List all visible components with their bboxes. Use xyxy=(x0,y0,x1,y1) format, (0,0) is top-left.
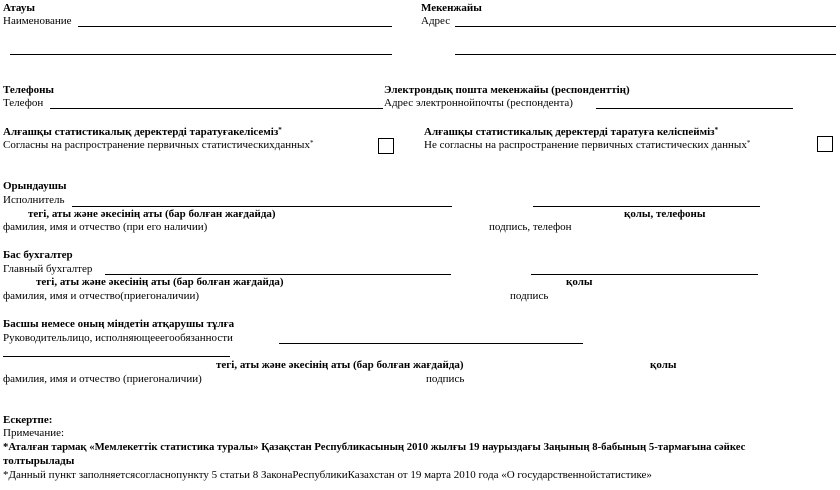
note-text-kz-line2: толтырылады xyxy=(3,455,75,467)
head-sign-field[interactable] xyxy=(3,356,230,357)
executor-sign-caption-ru: подпись, телефон xyxy=(489,221,572,233)
accountant-name-field[interactable] xyxy=(105,274,451,275)
address-label-ru: Адрес xyxy=(421,15,451,27)
executor-title-ru: Исполнитель xyxy=(3,194,65,206)
accountant-sign-field[interactable] xyxy=(531,274,758,275)
address-field-line2[interactable] xyxy=(455,54,836,55)
accountant-sign-caption-kz: қолы xyxy=(566,276,593,288)
head-sign-caption-kz: қолы xyxy=(650,359,677,371)
executor-sign-field[interactable] xyxy=(533,206,760,207)
head-sign-caption-ru: подпись xyxy=(426,373,465,385)
executor-name-caption-kz: тегі, аты және әкесінің аты (бар болған жағдайда) xyxy=(28,208,276,220)
org-name-label-kz: Атауы xyxy=(3,2,35,14)
email-field[interactable] xyxy=(596,108,793,109)
accountant-title-ru: Главный бухгалтер xyxy=(3,263,93,275)
head-name-field[interactable] xyxy=(279,343,583,344)
head-title-ru: Руководительлицо, исполняющееегообязанности xyxy=(3,332,233,344)
head-title-kz: Басшы немесе оның міндетін атқарушы тұлға xyxy=(3,318,235,330)
executor-name-caption-ru: фамилия, имя и отчество (при его наличии) xyxy=(3,221,208,233)
executor-sign-caption-kz: қолы, телефоны xyxy=(624,208,706,220)
accountant-name-caption-kz: тегі, аты және әкесінің аты (бар болған жағдайда) xyxy=(36,276,284,288)
note-title-kz: Ескертпе: xyxy=(3,414,53,426)
consent-disagree-label-ru: Не согласны на распространение первичных статистических данных* xyxy=(424,139,751,151)
accountant-name-caption-ru: фамилия, имя и отчество(приегоналичии) xyxy=(3,290,200,302)
org-name-field-line2[interactable] xyxy=(10,54,392,55)
email-label-ru: Адрес электроннойпочты (респондента) xyxy=(384,97,573,109)
email-label-kz: Электрондық пошта мекенжайы (респонденттің) xyxy=(384,84,630,96)
address-field[interactable] xyxy=(455,26,836,27)
phone-label-ru: Телефон xyxy=(3,97,44,109)
consent-disagree-checkbox[interactable] xyxy=(817,136,833,152)
consent-disagree-label-kz: Алғашқы статистикалық деректерді таратуға келіспейміз* xyxy=(424,126,719,138)
consent-agree-label-ru: Согласны на распространение первичных статистическихданных* xyxy=(3,139,314,151)
note-text-kz: *Аталған тармақ «Мемлекеттік статистика туралы» Қазақстан Республикасының 2010 жылғы 19 наурыздағы Заңының 8-бабының 5-тармағына сәйкес xyxy=(3,441,746,453)
address-label-kz: Мекенжайы xyxy=(421,2,482,14)
consent-agree-checkbox[interactable] xyxy=(378,138,394,154)
note-title-ru: Примечание: xyxy=(3,427,65,439)
head-name-caption-kz: тегі, аты және әкесінің аты (бар болған жағдайда) xyxy=(216,359,464,371)
org-name-label-ru: Наименование xyxy=(3,15,72,27)
org-name-field[interactable] xyxy=(78,26,392,27)
accountant-sign-caption-ru: подпись xyxy=(510,290,549,302)
accountant-title-kz: Бас бухгалтер xyxy=(3,249,73,261)
executor-name-field[interactable] xyxy=(72,206,452,207)
note-text-ru: *Данный пункт заполняетсясогласнопункту 5 статьи 8 ЗаконаРеспубликиКазахстан от 19 марта 2010 года «О государственнойстатистике» xyxy=(3,469,652,481)
phone-field[interactable] xyxy=(50,108,383,109)
executor-title-kz: Орындаушы xyxy=(3,180,67,192)
consent-agree-label-kz: Алғашқы статистикалық деректерді таратуғакелісеміз* xyxy=(3,126,282,138)
head-name-caption-ru: фамилия, имя и отчество (приегоналичии) xyxy=(3,373,202,385)
phone-label-kz: Телефоны xyxy=(3,84,55,96)
